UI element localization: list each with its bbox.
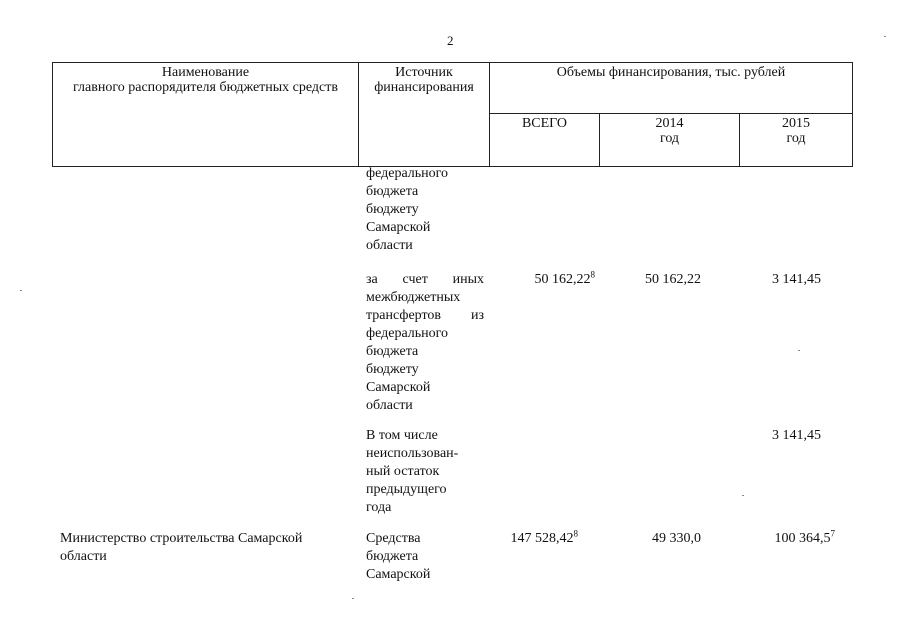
scan-speck [352, 598, 354, 599]
row-1-source [366, 271, 484, 415]
source-line: Средства [366, 531, 421, 546]
header-volumes-cell: Объемы финансирования, тыс. рублей [490, 63, 853, 114]
header-2014-line: 2014 [655, 116, 684, 131]
source-line: Самарской [366, 220, 431, 235]
header-2014-line: год [659, 131, 680, 146]
scan-speck [798, 350, 800, 351]
name-line: Министерство строительства Самарской [60, 531, 303, 546]
total-value: 50 162,22 [534, 272, 591, 287]
total-value: 147 528,42 [510, 531, 574, 546]
row-2-2015: 3 141,45 [772, 428, 821, 443]
header-2015-cell [740, 114, 853, 167]
source-line: Самарской [366, 380, 431, 395]
row-2-source [366, 427, 484, 517]
source-line: межбюджетных [366, 290, 461, 305]
header-2014-cell [600, 114, 740, 167]
header-source-line: финансирования [374, 80, 474, 95]
source-line: федерального [366, 326, 449, 341]
source-line: предыдущего [366, 482, 447, 497]
scan-speck [884, 36, 886, 37]
header-source-line: Источник [395, 65, 453, 80]
row-1-2015: 3 141,45 [772, 272, 821, 287]
row-3-2015 [740, 530, 835, 548]
source-line: В том числе [366, 428, 438, 443]
source-line: ный остаток [366, 464, 440, 479]
header-total-cell: ВСЕГО [490, 114, 600, 167]
name-line: области [60, 549, 107, 564]
row-3-2014: 49 330,0 [652, 531, 701, 546]
source-line: неиспользован- [366, 446, 459, 461]
scan-speck [20, 290, 22, 291]
row-3-name [60, 530, 350, 566]
row-3-total [490, 530, 578, 548]
source-line: Самарской [366, 567, 431, 582]
total-footnote-mark: 8 [590, 269, 595, 280]
header-name-cell [53, 63, 359, 167]
table-header [52, 62, 853, 167]
total-footnote-mark: 8 [573, 528, 578, 539]
header-2015-line: 2015 [782, 116, 810, 131]
header-name-line: Наименование [161, 65, 250, 80]
source-line: бюджета [366, 549, 419, 564]
source-line: бюджету [366, 202, 419, 217]
source-line: области [366, 238, 413, 253]
header-source-cell [359, 63, 490, 167]
source-line: области [366, 398, 413, 413]
source-line: трансфертов из [366, 308, 484, 323]
row-1-2014: 50 162,22 [645, 272, 701, 287]
source-line: федерального [366, 166, 449, 181]
header-name-line: главного распорядителя бюджетных средств [73, 80, 338, 95]
row-0-source [366, 165, 484, 255]
scan-speck [742, 495, 744, 496]
y2015-footnote-mark: 7 [830, 528, 835, 539]
page-number: 2 [447, 33, 454, 48]
header-2015-line: год [786, 131, 806, 146]
row-1-total [490, 271, 595, 289]
row-3-source [366, 530, 484, 584]
source-line: за счет иных [366, 272, 484, 287]
source-line: бюджета [366, 184, 419, 199]
source-line: бюджета [366, 344, 419, 359]
source-line: года [366, 500, 392, 515]
source-line: бюджету [366, 362, 419, 377]
y2015-value: 100 364,5 [774, 531, 831, 546]
